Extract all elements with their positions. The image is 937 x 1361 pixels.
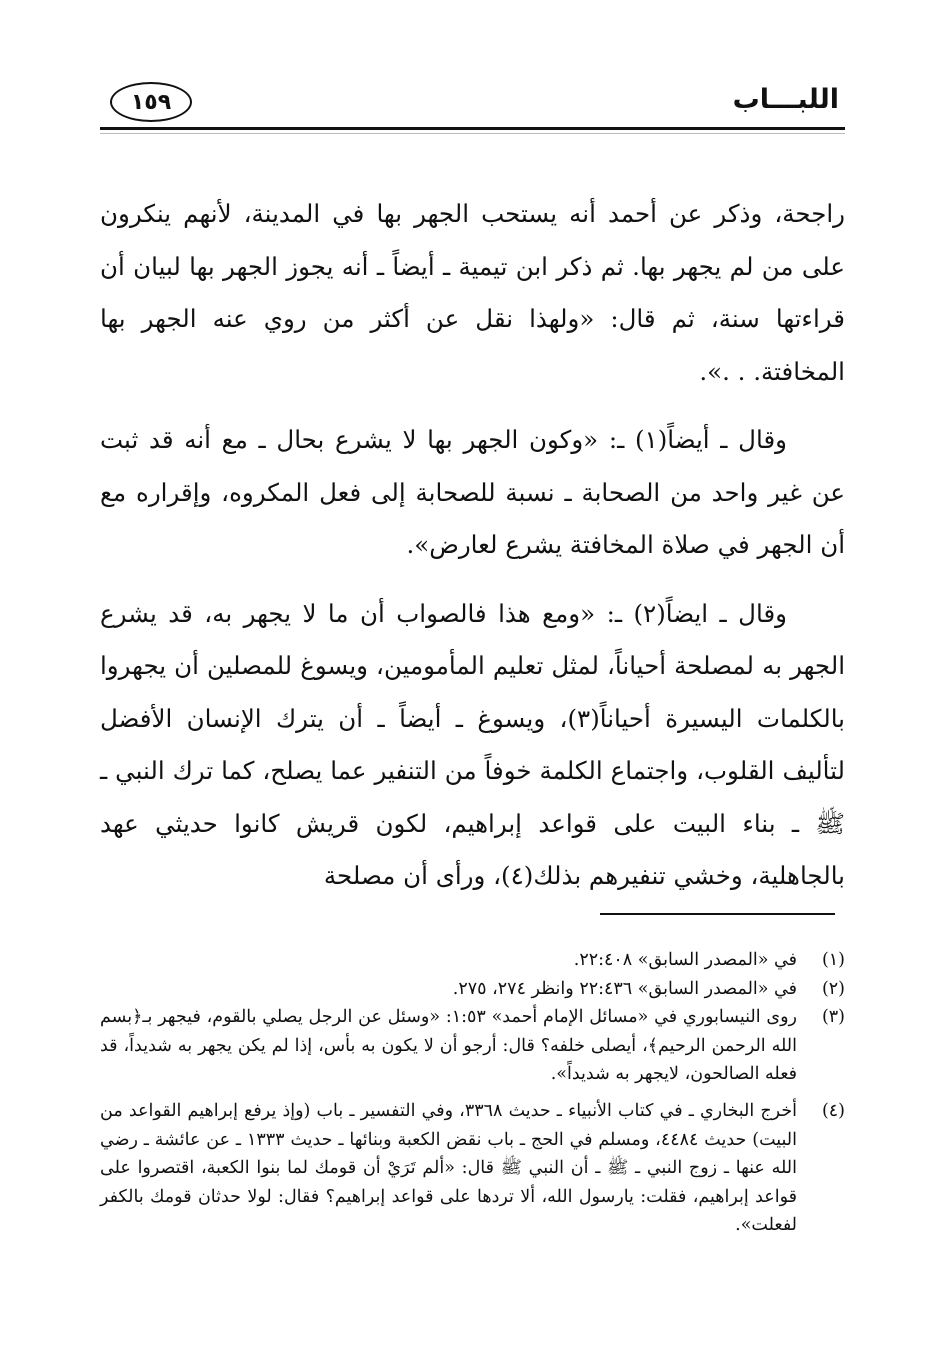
footnote-text: في «المصدر السابق» ٢٢:٤٣٦ وانظر ٢٧٤، ٢٧٥. (452, 978, 797, 999)
main-text (100, 188, 845, 919)
paragraph-3: وقال ـ ايضاً(٢) ـ: «ومع هذا فالصواب أن ما لا يجهر به، قد يشرع الجهر به لمصلحة أحياناً، لمثل تعليم المأمومين، ويسوغ للمصلين أن يجهروا بالكلمات اليسيرة أحياناً(٣)، ويسوغ ـ أيضاً ـ أن يترك الإنسان الأفضل لتأليف القلوب، واجتماع الكلمة خوفاً من التنفير عما يصلح، كما ترك النبي ـ ﷺ ـ بناء البيت على قواعد إبراهيم، لكون قريش كانوا حديثي عهد بالجاهلية، وخشي تنفيرهم بذلك(٤)، ورأى أن مصلحة (100, 598, 845, 890)
footnote-1 (100, 946, 845, 975)
running-head-title: اللبـــاب (732, 84, 839, 115)
paragraph-2: وقال ـ أيضاً(١) ـ: «وكون الجهر بها لا يشرع بحال ـ مع أنه قد ثبت عن غير واحد من الصحابة ـ نسبة للصحابة إلى فعل المكروه، وإقراره مع أن الجهر في صلاة المخافتة يشرع لعارض». (100, 425, 845, 559)
footnote-2 (100, 975, 845, 1004)
footnote-number: (٢) (821, 978, 845, 999)
page-number: ١٥٩ (110, 82, 192, 122)
header-rule-thin (100, 133, 845, 134)
footnotes (100, 946, 845, 1240)
footnote-number: (١) (821, 950, 845, 970)
page-header (100, 82, 845, 126)
footnote-text: روى النيسابوري في «مسائل الإمام أحمد» ١:٥٣: «وسئل عن الرجل يصلي بالقوم، فيجهر بـ﴿بسم الله الرحمن الرحيم﴾، أيصلى خلفه؟ قال: أرجو أن لا يكون به بأس، إذا لم يكن يجهر به شديداً، قد فعله الصالحون، لايجهر به شديداً». (100, 1007, 797, 1085)
paragraph-1: راجحة، وذكر عن أحمد أنه يستحب الجهر بها في المدينة، لأنهم ينكرون على من لم يجهر بها. ثم ذكر ابن تيمية ـ أيضاً ـ أنه يجوز الجهر بها لبيان أن قراءتها سنة، ثم قال: «ولهذا نقل عن أكثر من روي عنه الجهر بها المخافتة. . .». (100, 199, 845, 386)
header-rule (100, 127, 845, 130)
footnote-number: (٤) (821, 1100, 845, 1121)
footnote-text: أخرج البخاري ـ في كتاب الأنبياء ـ حديث ٣٣٦٨، وفي التفسير ـ باب (وإذ يرفع إبراهيم القواعد من البيت) حديث ٤٤٨٤، ومسلم في الحج ـ باب نقض الكعبة وبنائها ـ حديث ١٣٣٣ ـ عن عائشة ـ رضي الله عنها ـ زوج النبي ـ ﷺ ـ أن النبي ﷺ قال: «ألم تَرَيْ أن قومك لما بنوا الكعبة، اقتصروا على قواعد إبراهيم، فقلت: يارسول الله، ألا تردها على قواعد إبراهيم؟ فقال: لولا حدثان قومك بالكفر لفعلت». (100, 1100, 798, 1236)
footnote-separator (600, 913, 835, 915)
footnote-text: في «المصدر السابق» ٢٢:٤٠٨. (573, 950, 797, 970)
footnote-3 (100, 1003, 845, 1089)
footnote-4 (100, 1097, 845, 1240)
footnote-number: (٣) (821, 1007, 845, 1028)
